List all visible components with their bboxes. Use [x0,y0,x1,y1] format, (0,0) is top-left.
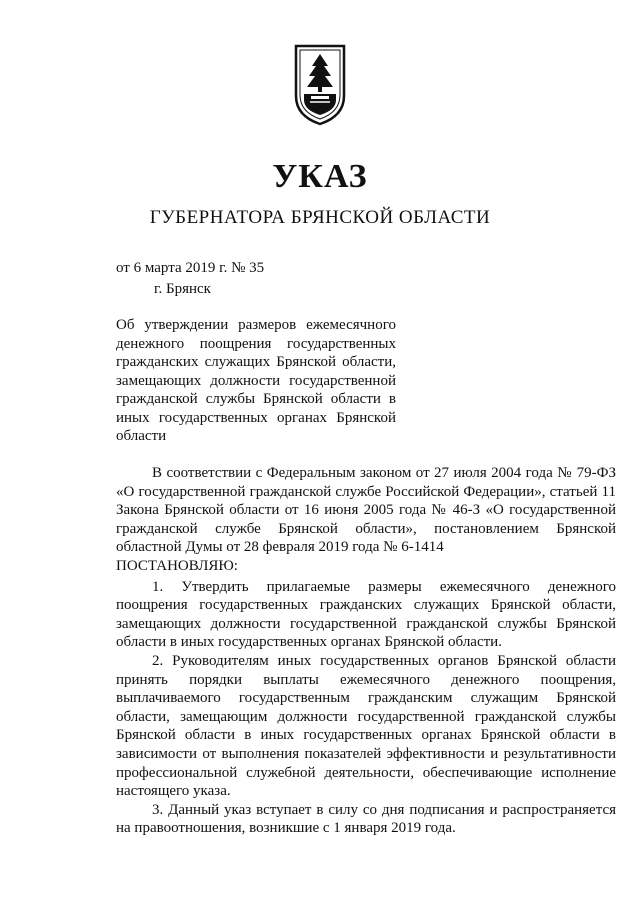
document-title: УКАЗ [272,158,368,195]
coat-of-arms-icon [294,44,346,126]
document-subtitle: ГУБЕРНАТОРА БРЯНСКОЙ ОБЛАСТИ [149,207,491,228]
date-number-line: от 6 марта 2019 г. № 35 [116,260,265,276]
decree-word: ПОСТАНОВЛЯЮ: [116,557,238,574]
document-body [116,464,616,838]
item-2: 2. Руководителям иных государственных органов Брянской области принять порядки выплаты ежемесячного денежного поощрения, выплачиваемого государственным гражданским служащим Брянской области, замещающим должности государственной гражданской службы Брянской области в иных государственных органах Брянской области в зависимости от выполнения показателей эффективности и результативности профессиональной служебной деятельности, обеспечивающие исполнение настоящего указа. [116,652,616,800]
document-subject: Об утверждении размеров ежемесячного денежного поощрения государственных гражданских служащих Брянской области, замещающих должности государственной гражданской службы Брянской области в иных государственных органах Брянской области [116,317,396,444]
preamble-paragraph: В соответствии с Федеральным законом от 27 июля 2004 года № 79-ФЗ «О государственной гражданской службе Российской Федерации», статьей 11 Закона Брянской области от 16 июня 2005 года № 46-З «О государственной гражданской службе Брянской области», постановлением Брянской областной Думы от 28 февраля 2019 года № 6-1414 [116,465,616,556]
document-meta [116,258,264,300]
item-3: 3. Данный указ вступает в силу со дня подписания и распространяется на правоотношения, возникшие с 1 января 2019 года. [116,801,616,837]
item-1: 1. Утвердить прилагаемые размеры ежемесячного денежного поощрения государственных гражданских служащих Брянской области, замещающих должности государственной гражданской службы Брянской области в иных государственных органах Брянской области. [116,578,616,651]
city-line: г. Брянск [154,281,211,297]
